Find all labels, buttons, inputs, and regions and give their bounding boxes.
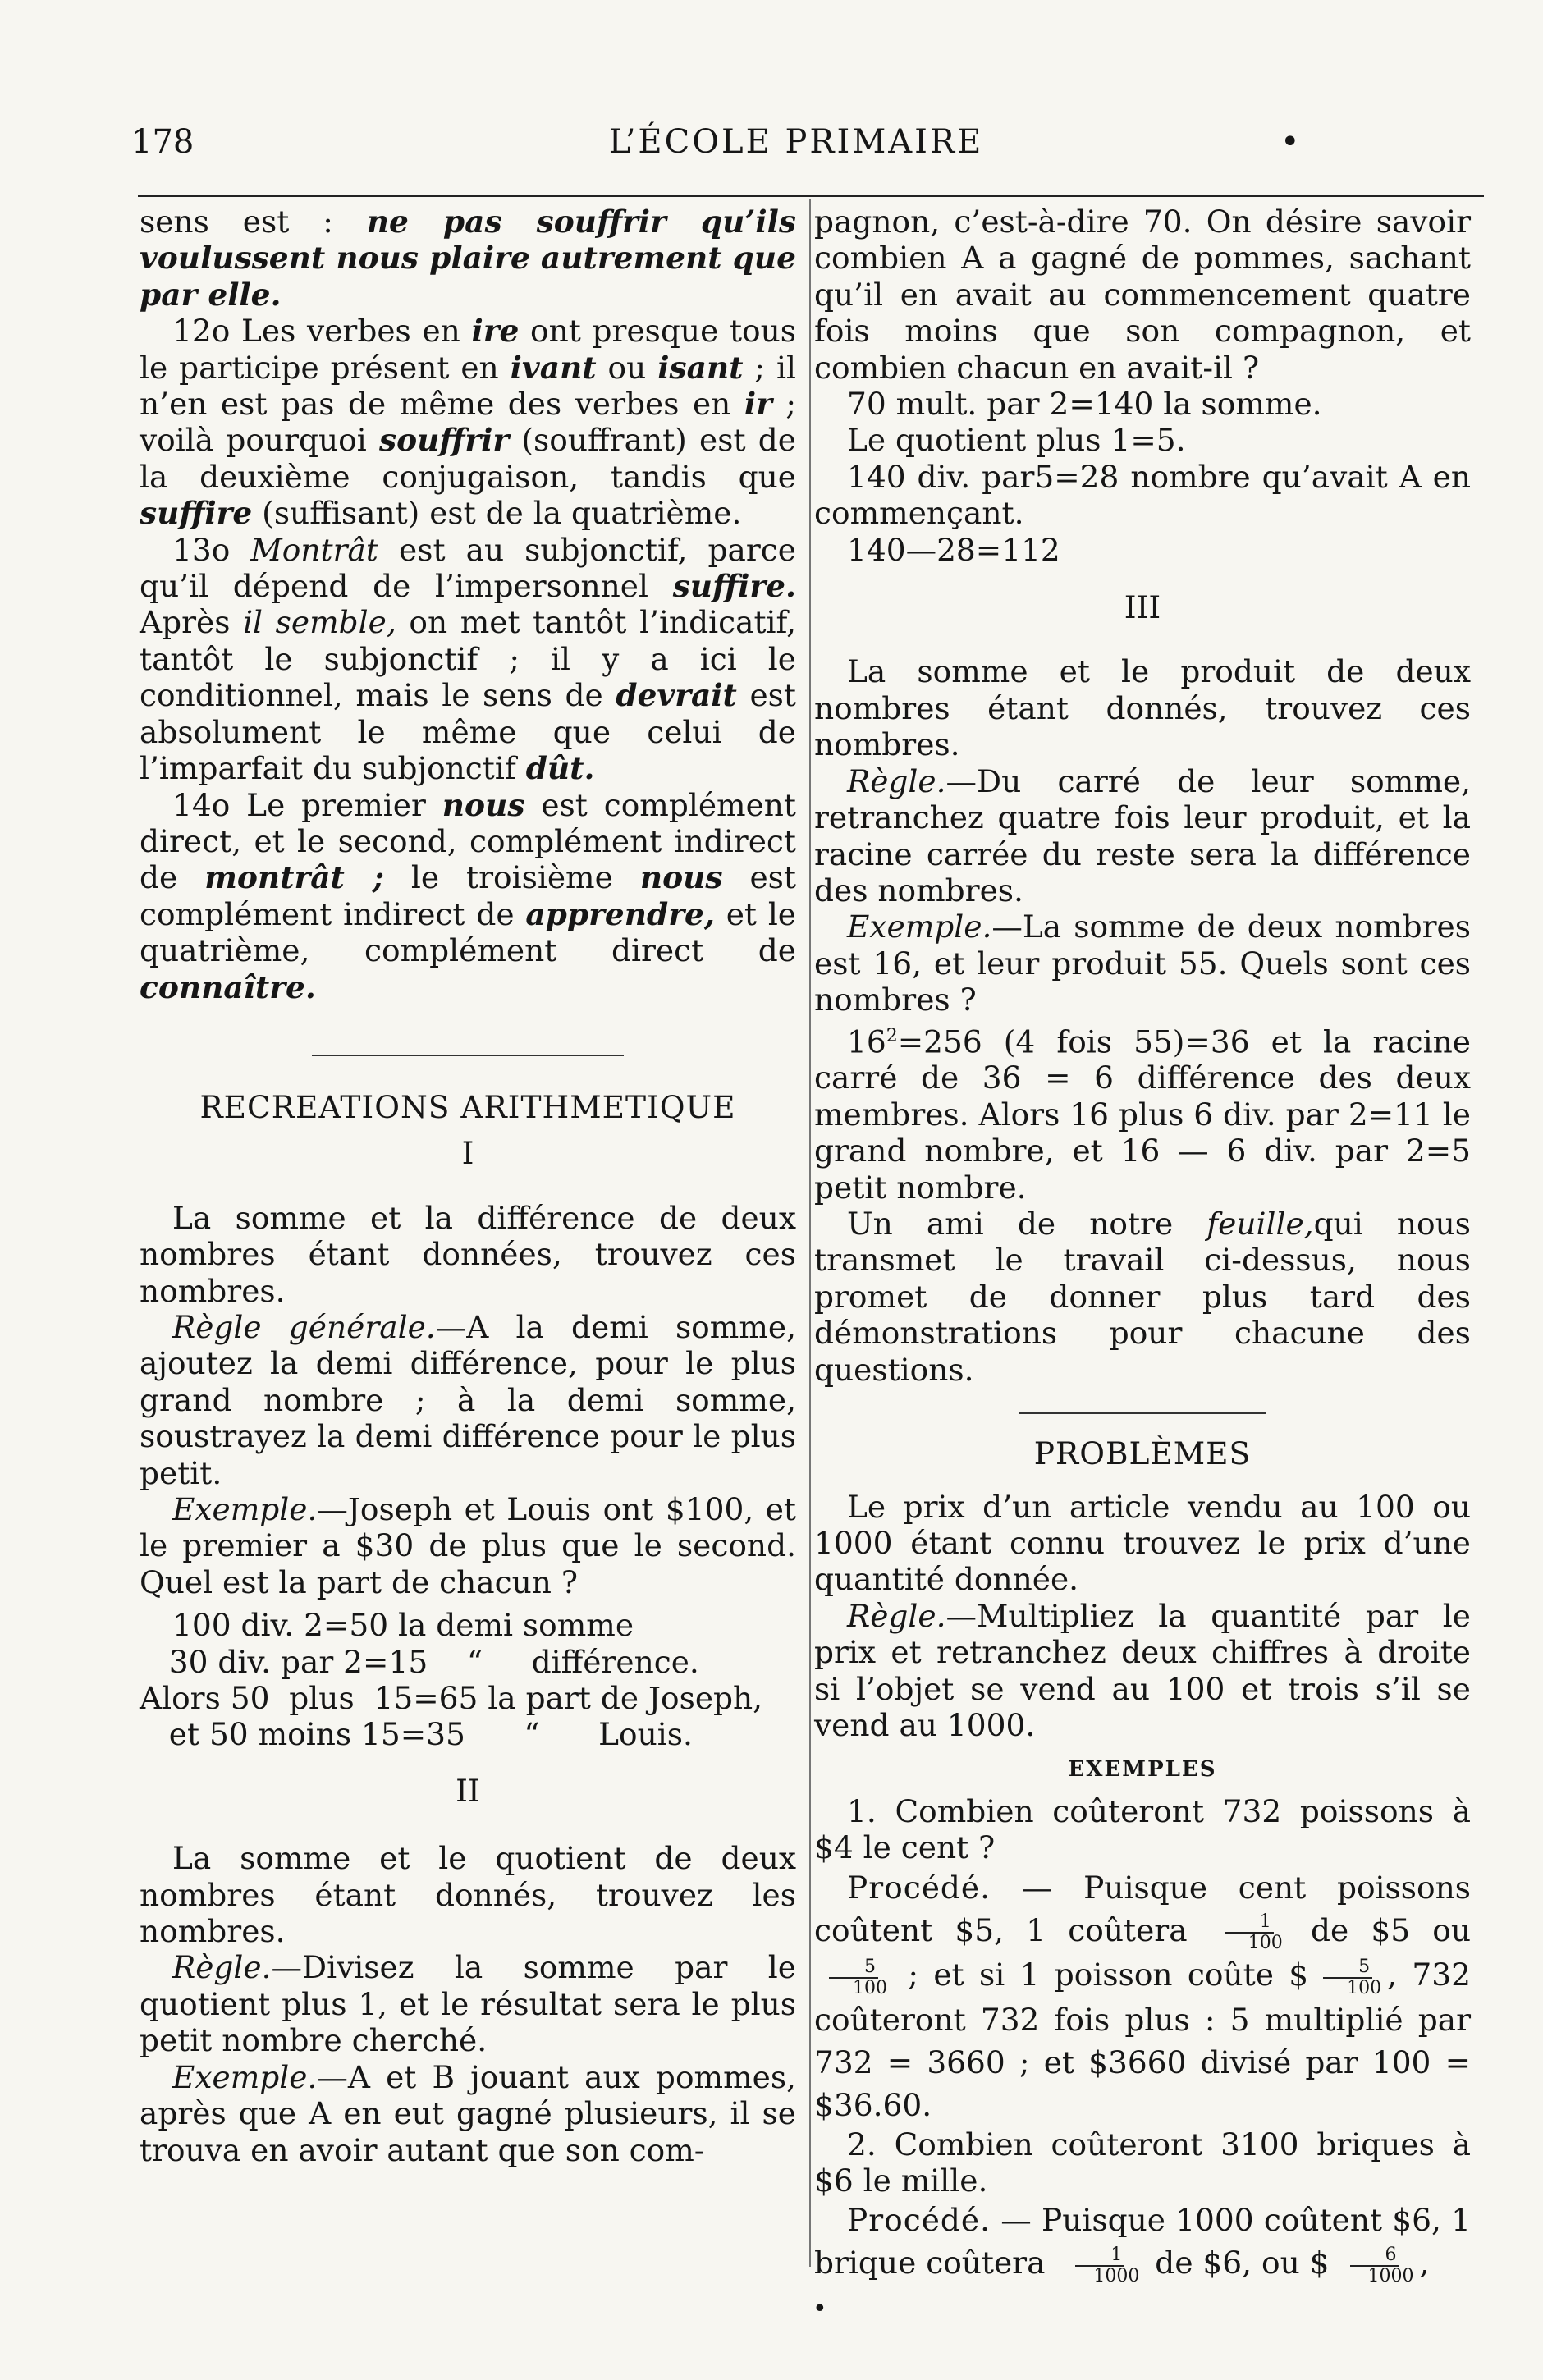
paragraph: Procédé. — Puisque cent poissons coûtent $5, 1 coûtera $\frac{1}{100}$ de $5 ou $\frac{5}{100}$ ; et si 1 poisson coûte $ $\frac{5}{100}$ , 732 coûteront 732 fois plus : 5 multiplié par 732 = 3660 ; et $3660 divisé par 100 = $36.60. <box>814 1869 1471 2123</box>
header-mark: • <box>1280 123 1300 161</box>
page-header <box>131 123 1461 172</box>
paragraph: Règle.—Du carré de leur somme, retranchez quatre fois leur produit, et la racine carrée du reste sera la différence des nombres. <box>814 762 1471 909</box>
paragraph: sens est : ne pas souffrir qu’ils voulussent nous plaire autrement que par elle. <box>140 204 796 313</box>
paragraph: 1. Combien coûteront 732 poissons à $4 le cent ? <box>814 1792 1471 1866</box>
roman-numeral: II <box>456 1772 480 1809</box>
fraction: $\frac{1}{1000}$ <box>1058 2245 1142 2286</box>
fraction: $\frac{5}{100}$ <box>1312 1957 1384 1998</box>
paragraph: Exemple.—Joseph et Louis ont $100, et le premier a $30 de plus que le second. Quel est la part de chacun ? <box>140 1491 796 1600</box>
paragraph: Un ami de notre feuille,qui nous transmet le travail ci-dessus, nous promet de donner plus tard des démonstrations pour chacune des questions. <box>814 1206 1471 1388</box>
paragraph: pagnon, c’est-à-dire 70. On désire savoir combien A a gagné de pommes, sachant qu’il en avait au commencement quatre fois moins que son compagnon, et combien chacun en avait-il ? <box>814 204 1471 386</box>
calc-line: 140—28=112 <box>847 531 1060 568</box>
calc-line: Alors 50 plus 15=65 la part de Joseph, <box>140 1680 763 1717</box>
column-divider <box>809 199 811 2267</box>
paragraph: Règle générale.—A la demi somme, ajoutez la demi différence, pour le plus grand nombre ; à la demi somme, soustrayez la demi différence pour le plus petit. <box>140 1308 796 1491</box>
paragraph: 12o Les verbes en ire ont presque tous le participe présent en ivant ou isant ; il n’en est pas de même des verbes en ir ; voilà pourquoi souffrir (souffrant) est de la deuxième conjugaison, tandis que suffire (suffisant) est de la quatrième. <box>140 313 797 532</box>
paragraph: Exemple.—A et B jouant aux pommes, après que A en eut gagné plusieurs, il se trouva en avoir autant que son com- <box>140 2058 796 2168</box>
paragraph: Exemple.—La somme de deux nombres est 16, et leur produit 55. Quels sont ces nombres ? <box>814 909 1471 1018</box>
paragraph: Le prix d’un article vendu au 100 ou 1000 étant connu trouvez le prix d’une quantité donnée. <box>814 1488 1471 1598</box>
right-column <box>814 204 1471 2286</box>
paragraph: Règle.—Multipliez la quantité par le prix et retranchez deux chiffres à droite si l’objet se vend au 100 et trois s’il se vend au 1000. <box>814 1597 1471 1743</box>
section-rule <box>1019 1412 1266 1414</box>
calc-line: 140 div. par5=28 nombre qu’avait A en commençant. <box>814 458 1471 532</box>
fraction: $\frac{1}{100}$ <box>1213 1912 1285 1953</box>
section-title: RECREATIONS ARITHMETIQUE <box>199 1088 736 1125</box>
running-title: L’ÉCOLE PRIMAIRE <box>608 123 984 161</box>
paragraph: 2. Combien coûteront 3100 briques à $6 le mille. <box>814 2126 1471 2199</box>
calc-line: et 50 moins 15=35 “ Louis. <box>140 1716 693 1753</box>
footer-mark: • <box>813 2295 827 2323</box>
paragraph: $16^2=256$ (4 fois 55)=36 et la racine carré de 36 = 6 différence des deux membres. Alors 16 plus 6 div. par 2=11 le grand nombre, et 16 — 6 div. par 2=5 petit nombre. <box>814 1023 1471 1206</box>
paragraph: La somme et la différence de deux nombres étant données, trouvez ces nombres. <box>140 1199 796 1309</box>
paragraph: 13o Montrât est au subjonctif, parce qu’il dépend de l’impersonnel suffire. Après il semble, on met tantôt l’indicatif, tantôt le subjonctif ; il y a ici le conditionnel, mais le sens de devrait est absolument le même que celui de l’imparfait du subjonctif dût. <box>140 531 797 787</box>
calc-line: Le quotient plus 1=5. <box>847 422 1186 459</box>
fraction: $\frac{5}{100}$ <box>817 1957 890 1998</box>
subsection-title: EXEMPLES <box>1068 1757 1217 1783</box>
section-rule <box>312 1055 624 1056</box>
roman-numeral: I <box>461 1135 474 1172</box>
page-number: 178 <box>131 123 195 161</box>
header-rule <box>138 195 1484 197</box>
paragraph: Procédé. — Puisque 1000 coûtent $6, 1 brique coûtera $\frac{1}{1000}$ de $6, ou $ $\frac{6}{1000}$ , <box>814 2202 1471 2286</box>
paragraph: 14o Le premier nous est complément direct, et le second, complément indirect de montrât ; le troisième nous est complément indirect de apprendre, et le quatrième, complément direct de connaître. <box>140 786 797 1005</box>
calc-line: 70 mult. par 2=140 la somme. <box>847 386 1322 423</box>
fraction: $\frac{6}{1000}$ <box>1333 2245 1417 2286</box>
calc-line: 30 div. par 2=15 “ différence. <box>140 1643 699 1680</box>
paragraph: La somme et le quotient de deux nombres étant donnés, trouvez les nombres. <box>140 1840 796 1950</box>
left-column <box>140 204 796 2272</box>
paragraph: Règle.—Divisez la somme par le quotient plus 1, et le résultat sera le plus petit nombre cherché. <box>140 1949 796 2059</box>
roman-numeral: III <box>1124 589 1161 626</box>
paragraph: La somme et le produit de deux nombres étant donnés, trouvez ces nombres. <box>814 653 1471 763</box>
calc-line: 100 div. 2=50 la demi somme <box>172 1607 634 1644</box>
section-title: PROBLÈMES <box>1033 1435 1252 1472</box>
